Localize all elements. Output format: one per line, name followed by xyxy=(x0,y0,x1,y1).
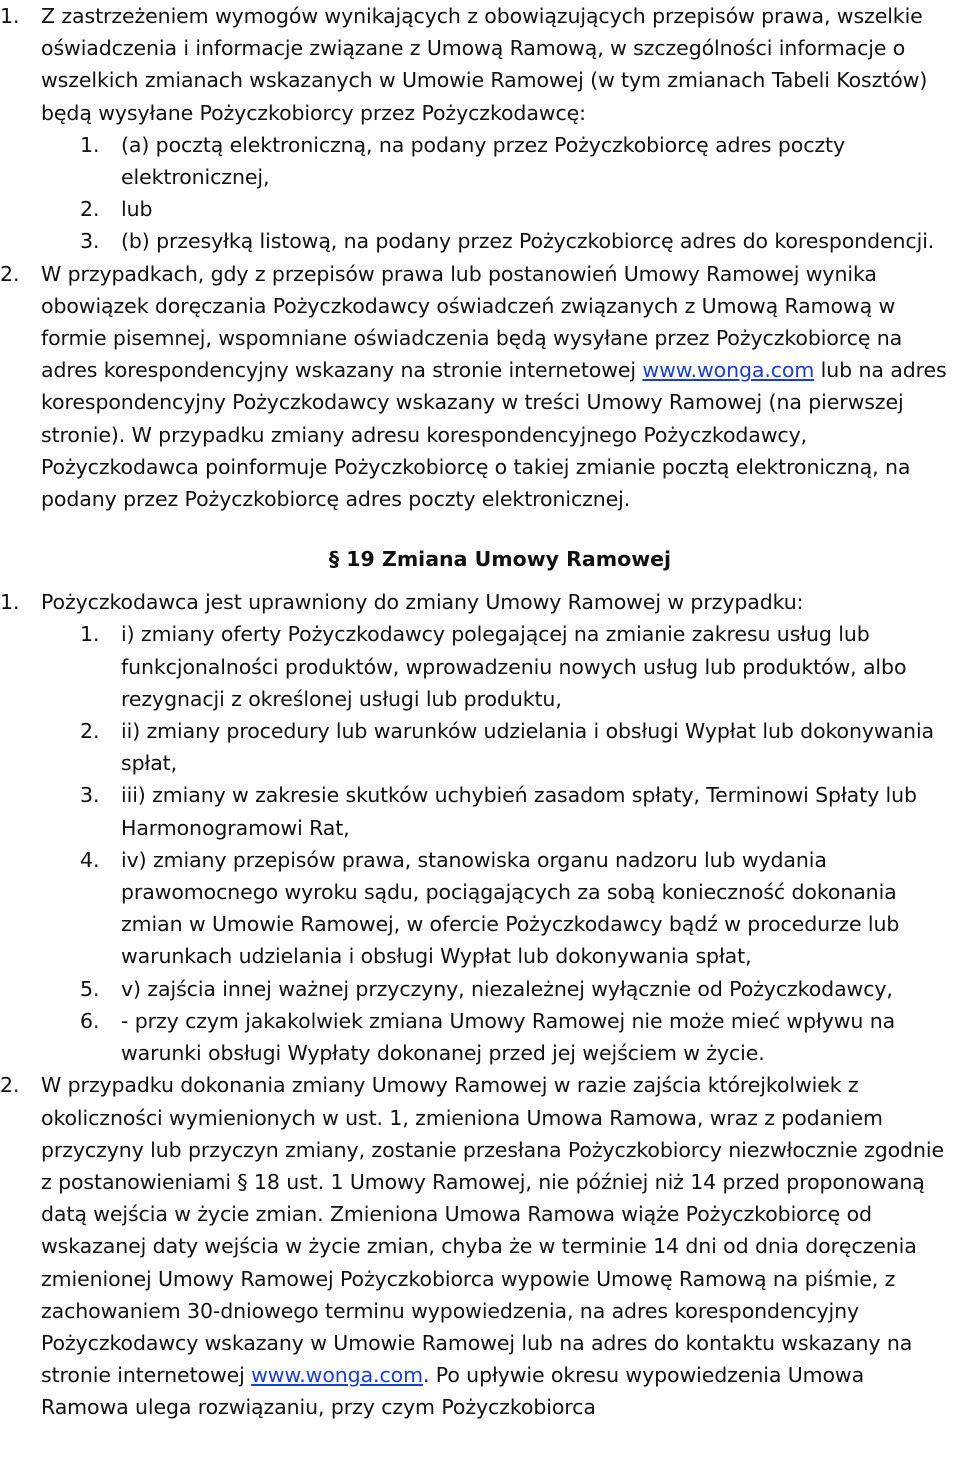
sub-item-text: iv) zmiany przepisów prawa, stanowiska organu nadzoru lub wydania prawomocnego wyroku sądu, pociągających za sobą konieczność dokonania zmian w Umowie Ramowej, w ofercie Pożyczkodawcy bądź w procedurze lub warunkach udzielania i obsługi Wypłat lub dokonywania spłat, xyxy=(121,847,900,969)
sub-list-item xyxy=(80,1005,959,1069)
sub-item-number: 1. xyxy=(80,132,100,157)
sub-list-item xyxy=(80,715,959,779)
sub-item-text: (b) przesyłką listową, na podany przez Pożyczkobiorcę adres do korespondencji. xyxy=(121,229,935,254)
sub-list-item xyxy=(80,193,959,225)
item-text: Z zastrzeżeniem wymogów wynikających z obowiązujących przepisów prawa, wszelkie oświadczenia i informacje związane z Umową Ramową, w szczególności informacje o wszelkich zmianach wskazanych w Umowie Ramowej (w tym zmianach Tabeli Kosztów) będą wysyłane Pożyczkobiorcy przez Pożyczkodawcę: xyxy=(41,4,928,125)
sub-list-item xyxy=(80,779,959,843)
item-text-part: . Po upływie okresu wypowiedzenia Umowa Ramowa ulega rozwiązaniu, przy czym Pożyczkobiorca xyxy=(41,1363,865,1420)
sub-list-item xyxy=(80,618,959,715)
sub-list-item xyxy=(80,129,959,193)
sub-item-number: 1. xyxy=(80,622,100,647)
sub-item-text: iii) zmiany w zakresie skutków uchybień zasadom spłaty, Terminowi Spłaty lub Harmonogramowi Rat, xyxy=(121,783,917,840)
list-item xyxy=(0,1069,957,1423)
sub-list-item xyxy=(80,225,959,257)
sub-item-number: 2. xyxy=(80,197,100,222)
sub-item-text: (a) pocztą elektroniczną, na podany przez Pożyczkobiorcę adres poczty elektronicznej, xyxy=(121,132,845,190)
item-text: Pożyczkodawca jest uprawniony do zmiany Umowy Ramowej w przypadku: xyxy=(41,590,804,615)
item-text-part: lub na adres korespondencyjny Pożyczkodawcy wskazany w treści Umowy Ramowej (na pierwszej stronie). W przypadku zmiany adresu korespondencyjnego Pożyczkodawcy, Pożyczkodawca poinformuje Pożyczkobiorcę o takiej zmianie pocztą elektroniczną, na podany przez Pożyczkobiorcę adres poczty elektronicznej. xyxy=(41,358,947,512)
item-text-part: W przypadkach, gdy z przepisów prawa lub postanowień Umowy Ramowej wynika obowiązek doręczania Pożyczkodawcy oświadczeń związanych z Umową Ramową w formie pisemnej, wspomniane oświadczenia będą wysyłane przez Pożyczkobiorcę na adres korespondencyjny wskazany na stronie internetowej xyxy=(41,261,903,383)
sub-item-text: i) zmiany oferty Pożyczkodawcy polegającej na zmianie zakresu usług lub funkcjonalności produktów, wprowadzeniu nowych usług lub produktów, albo rezygnacji z określonej usługi lub produktu, xyxy=(121,622,907,711)
item-number: 1. xyxy=(0,4,20,28)
list-item xyxy=(0,0,957,129)
item-number: 2. xyxy=(0,1073,20,1098)
sub-item-number: 3. xyxy=(80,229,100,254)
sub-item-number: 3. xyxy=(80,783,100,808)
sub-item-number: 6. xyxy=(80,1008,100,1033)
item-text-part: W przypadku dokonania zmiany Umowy Ramowej w razie zajścia którejkolwiek z okoliczności wymienionych w ust. 1, zmieniona Umowa Ramowa, wraz z podaniem przyczyny lub przyczyn zmiany, zostanie przesłana Pożyczkobiorcy niezwłocznie zgodnie z postanowieniami § 18 ust. 1 Umowy Ramowej, nie później niż 14 przed proponowaną datą wejścia w życie zmian. Zmieniona Umowa Ramowa wiąże Pożyczkobiorcę od wskazanej daty wejścia w życie zmian, chyba że w terminie 14 dni od dnia doręczenia zmienionej Umowy Ramowej Pożyczkobiorca wypowie Umowę Ramową na piśmie, z zachowaniem 30-dniowego terminu wypowiedzenia, na adres korespondencyjny Pożyczkodawcy wskazany w Umowie Ramowej lub na adres do kontaktu wskazany na stronie internetowej xyxy=(41,1073,944,1388)
sub-list-item xyxy=(80,973,959,1005)
list-item xyxy=(0,586,957,618)
sub-item-number: 5. xyxy=(80,976,100,1001)
sub-list-item xyxy=(80,844,959,973)
list-item xyxy=(0,258,957,516)
sub-item-number: 4. xyxy=(80,847,100,872)
item-number: 1. xyxy=(0,590,20,615)
item-number: 2. xyxy=(0,261,20,286)
sub-item-text: lub xyxy=(121,197,153,222)
sub-item-text: - przy czym jakakolwiek zmiana Umowy Ramowej nie może mieć wpływu na warunki obsługi Wypłaty dokonanej przed jej wejściem w życie. xyxy=(121,1008,896,1066)
section-heading: § 19 Zmiana Umowy Ramowej xyxy=(328,547,672,572)
sub-item-text: ii) zmiany procedury lub warunków udzielania i obsługi Wypłat lub dokonywania spłat, xyxy=(121,719,935,776)
sub-item-number: 2. xyxy=(80,719,100,744)
wonga-website-link[interactable]: www.wonga.com xyxy=(251,1363,423,1388)
wonga-website-link[interactable]: www.wonga.com xyxy=(642,358,815,383)
sub-item-text: v) zajścia innej ważnej przyczyny, niezależnej wyłącznie od Pożyczkodawcy, xyxy=(121,976,893,1001)
